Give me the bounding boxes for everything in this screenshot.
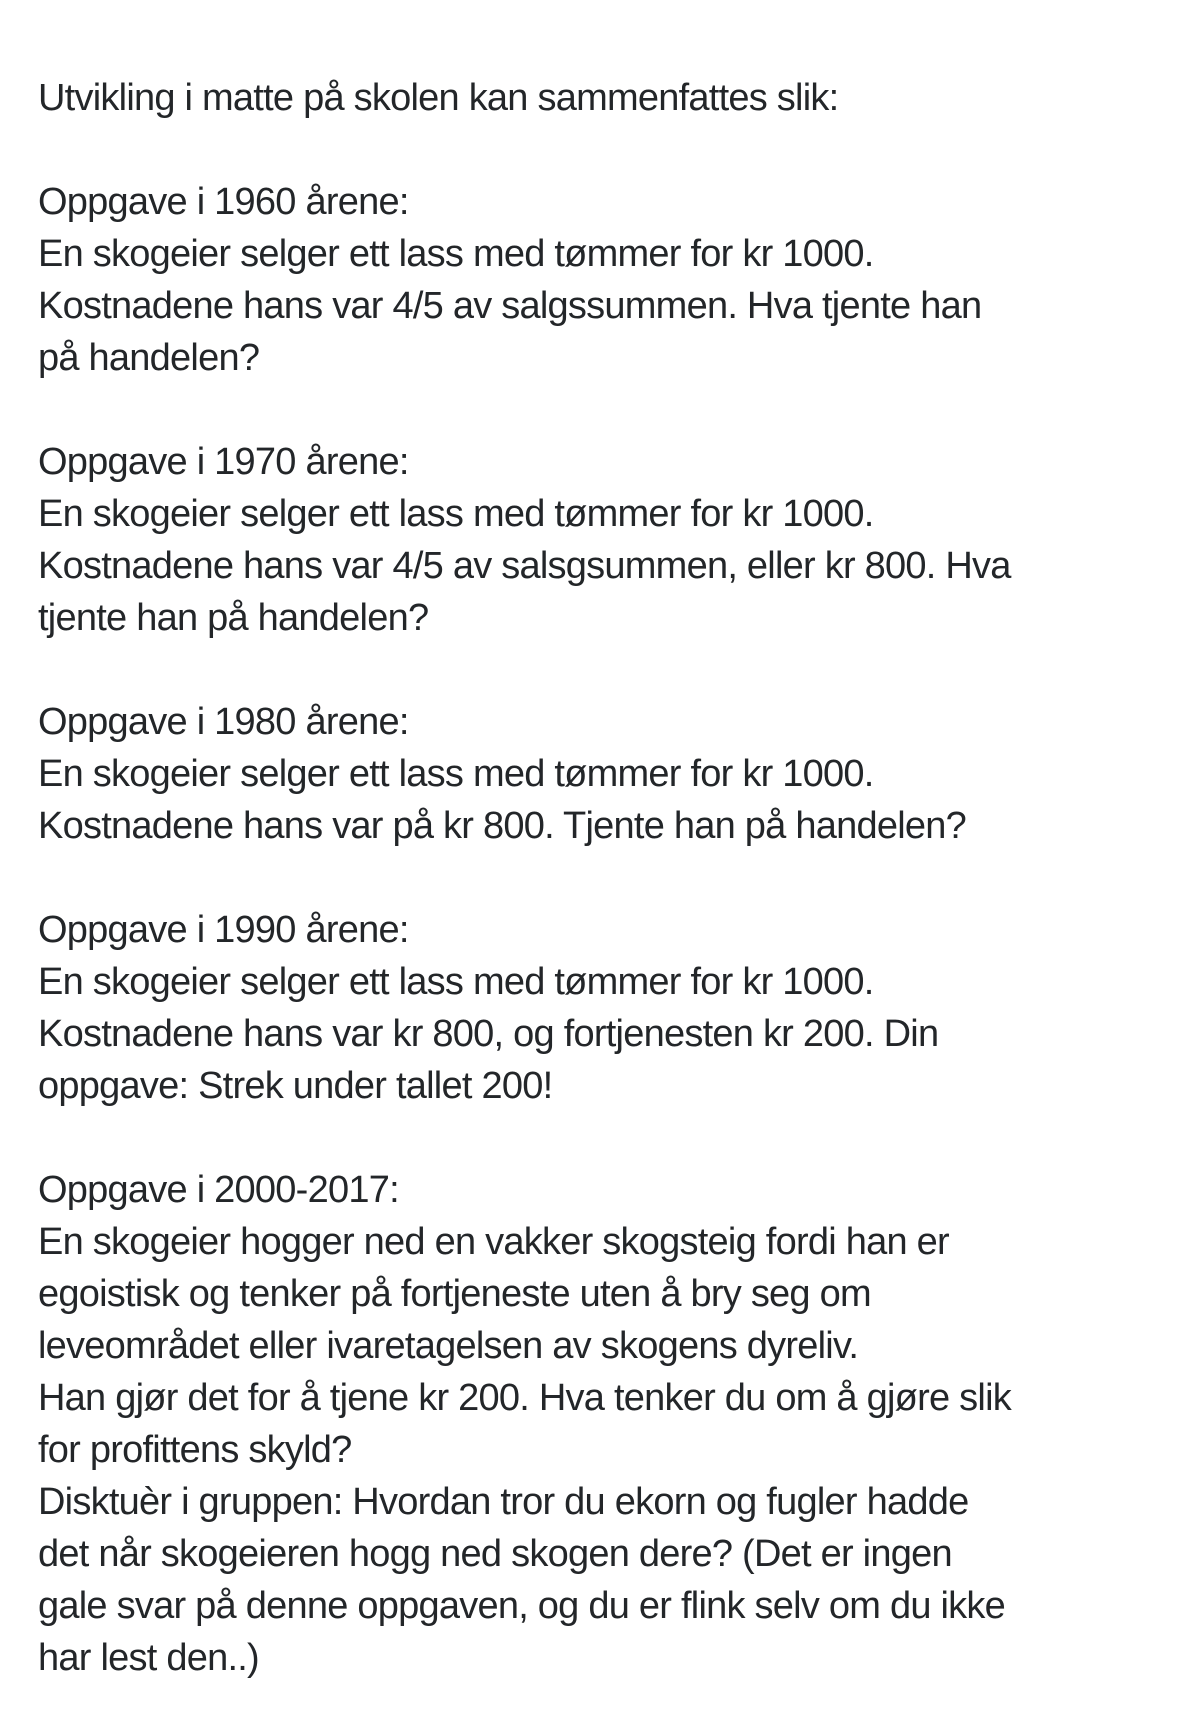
text-line: En skogeier selger ett lass med tømmer for kr 1000. [38,961,874,1003]
section-heading: Oppgave i 1990 årene: [38,909,409,951]
section-heading: Oppgave i 1970 årene: [38,441,409,483]
section-intro [38,72,1151,124]
section-oppgave-1960 [38,176,1151,384]
post-text-body [38,72,1151,1684]
text-line: En skogeier selger ett lass med tømmer for kr 1000. [38,233,874,275]
section-oppgave-1990 [38,904,1151,1112]
text-line: Han gjør det for å tjene kr 200. Hva tenker du om å gjøre slik [38,1377,1011,1419]
text-line: tjente han på handelen? [38,597,429,639]
text-line: det når skogeieren hogg ned skogen dere? (Det er ingen [38,1533,952,1575]
text-line: Disktuèr i gruppen: Hvordan tror du ekorn og fugler hadde [38,1481,969,1523]
text-line: En skogeier selger ett lass med tømmer for kr 1000. [38,753,874,795]
text-line: egoistisk og tenker på fortjeneste uten å bry seg om [38,1273,871,1315]
text-line: Kostnadene hans var 4/5 av salsgsummen, eller kr 800. Hva [38,545,1011,587]
text-line: En skogeier selger ett lass med tømmer for kr 1000. [38,493,874,535]
text-line: Utvikling i matte på skolen kan sammenfattes slik: [38,77,839,119]
text-line: Kostnadene hans var kr 800, og fortjenesten kr 200. Din [38,1013,939,1055]
text-line: En skogeier hogger ned en vakker skogsteig fordi han er [38,1221,949,1263]
section-heading: Oppgave i 2000-2017: [38,1169,399,1211]
section-heading: Oppgave i 1980 årene: [38,701,409,743]
text-line: Kostnadene hans var 4/5 av salgssummen. Hva tjente han [38,285,982,327]
section-heading: Oppgave i 1960 årene: [38,181,409,223]
text-line: leveområdet eller ivaretagelsen av skogens dyreliv. [38,1325,859,1367]
section-oppgave-1980 [38,696,1151,852]
text-line: har lest den..) [38,1637,259,1679]
section-oppgave-2000-2017 [38,1164,1151,1684]
section-oppgave-1970 [38,436,1151,644]
text-line: Kostnadene hans var på kr 800. Tjente han på handelen? [38,805,966,847]
text-line: oppgave: Strek under tallet 200! [38,1065,553,1107]
text-line: gale svar på denne oppgaven, og du er flink selv om du ikke [38,1585,1006,1627]
text-line: for profittens skyld? [38,1429,352,1471]
text-line: på handelen? [38,337,260,379]
